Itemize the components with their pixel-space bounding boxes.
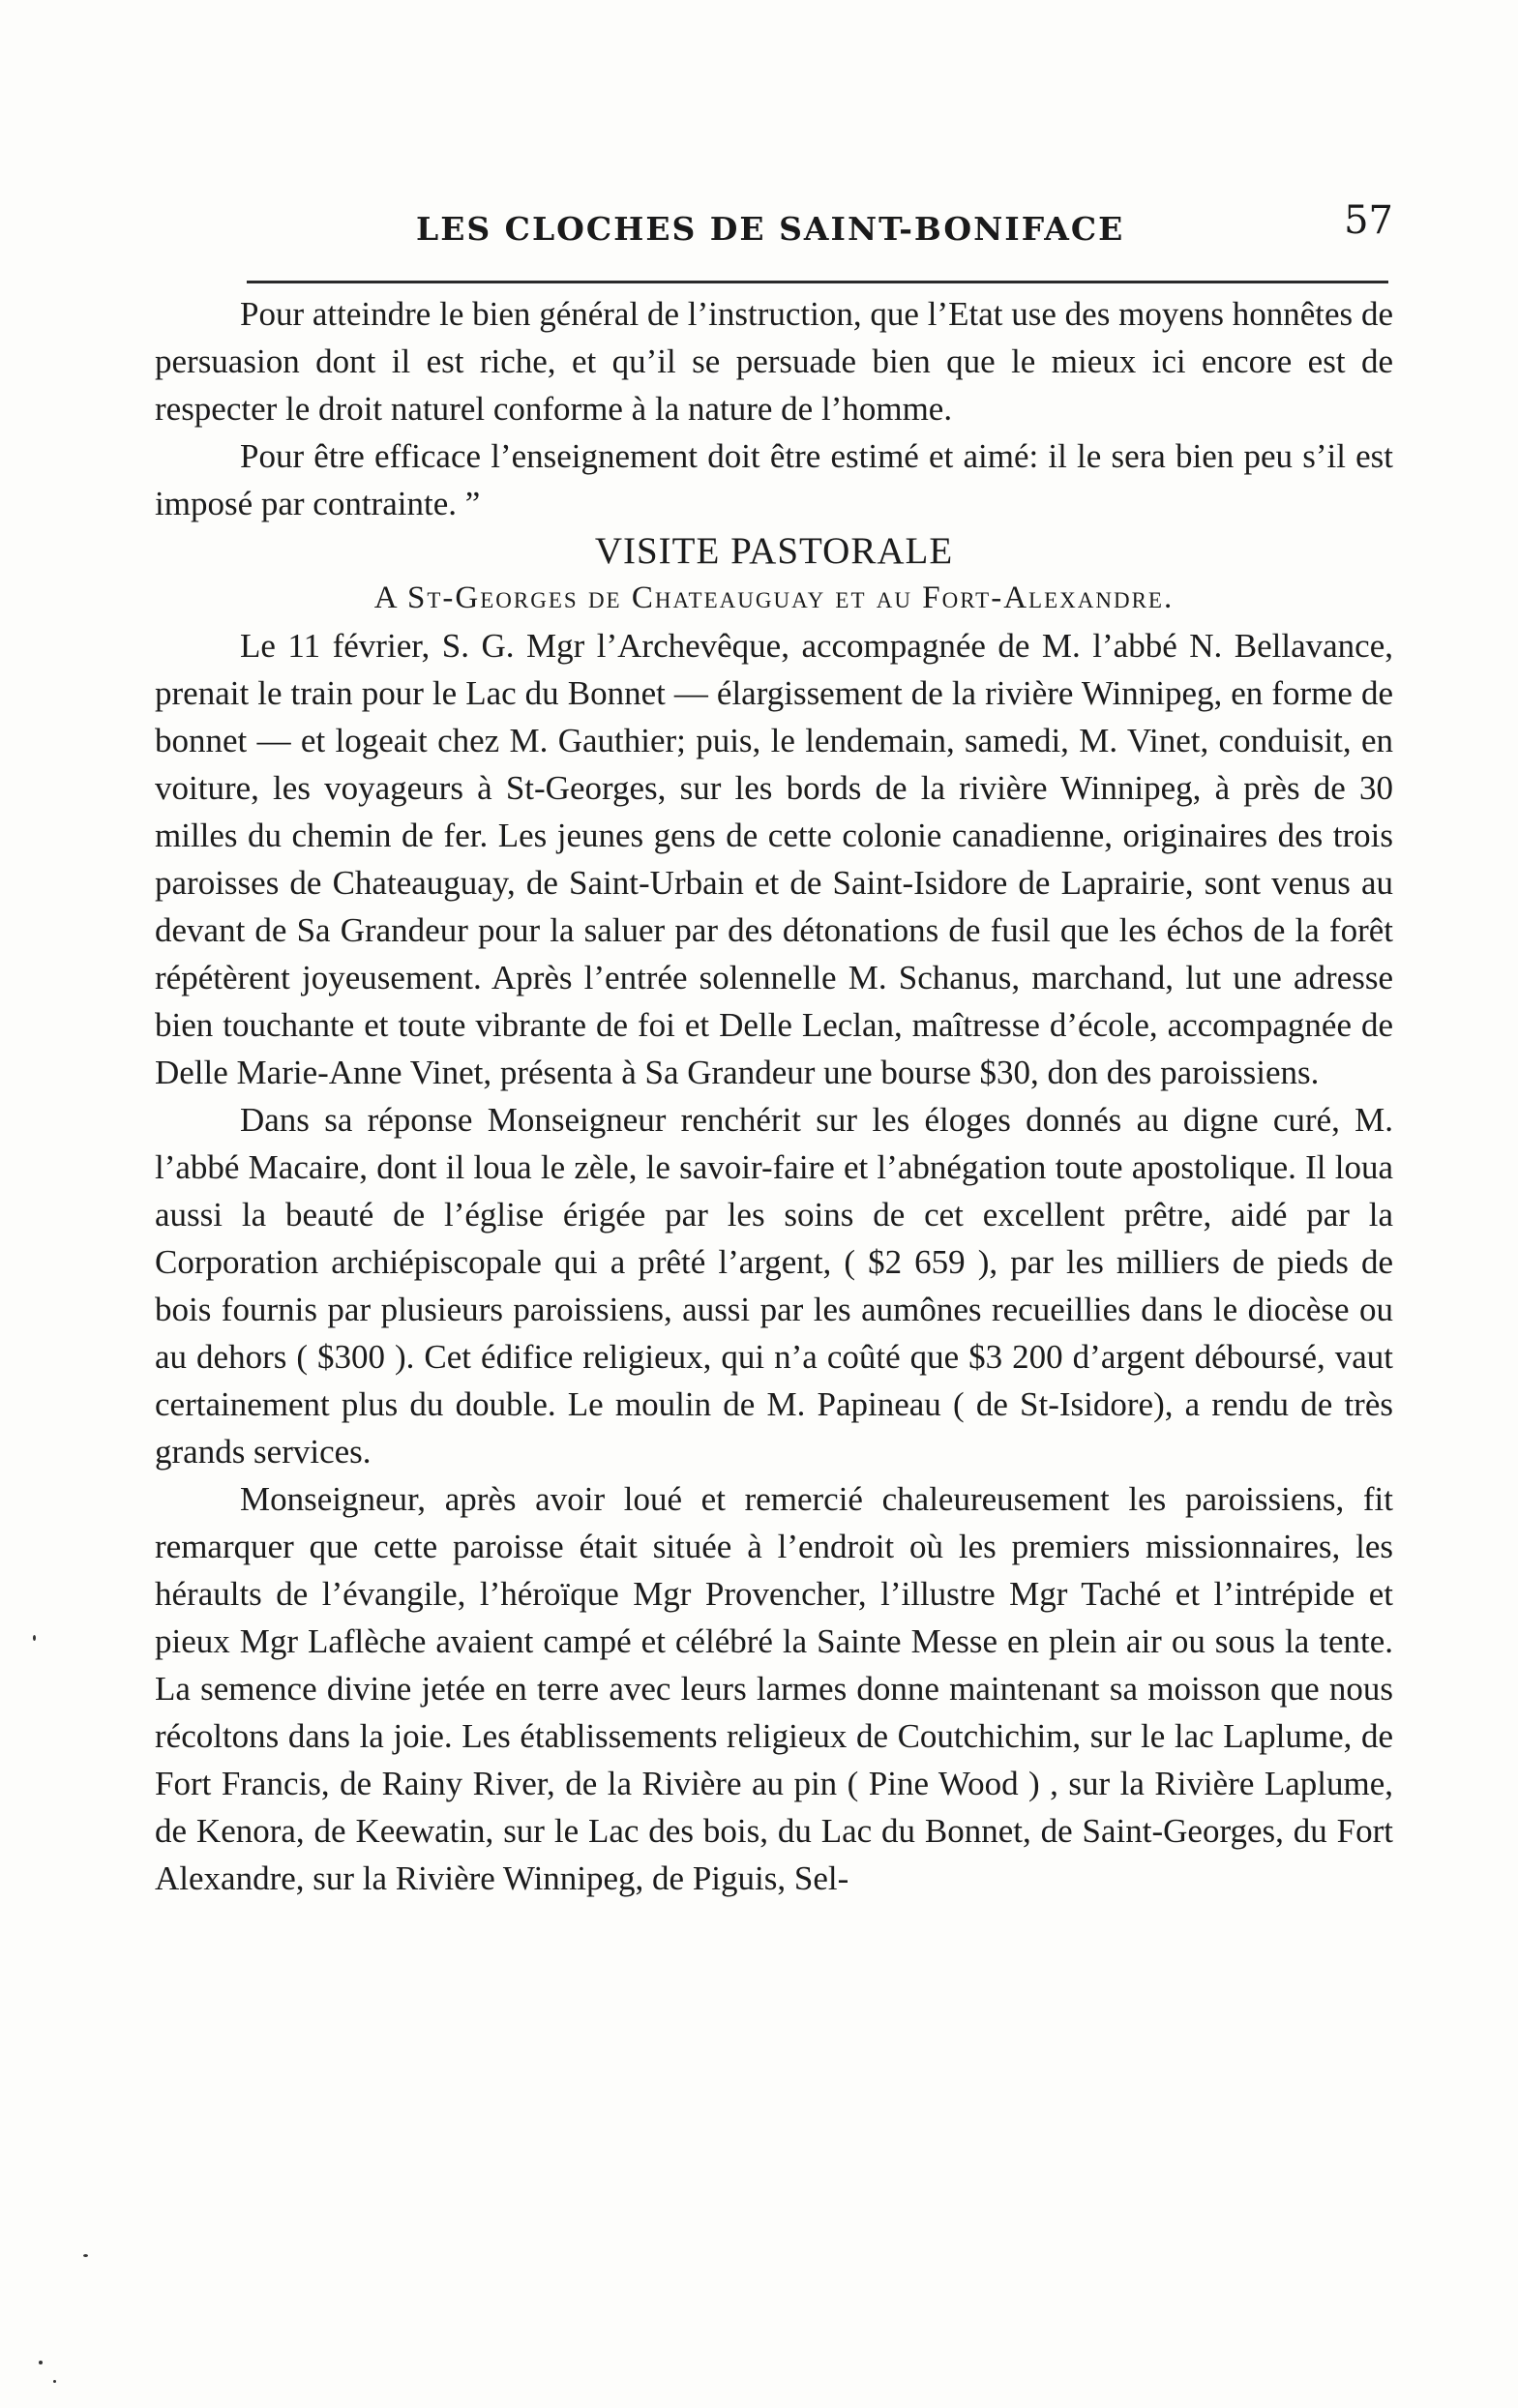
- section-subtitle: A St-Georges de Chateauguay et au Fort-Alexandre.: [373, 580, 1175, 615]
- scan-speck: [83, 2254, 88, 2257]
- scan-speck: [39, 2361, 43, 2364]
- page-number: 57: [1344, 198, 1393, 243]
- paragraph: Monseigneur, après avoir loué et remercié chaleureusement les paroissiens, fit remarquer que cette paroisse était située à l’endroit où les premiers missionnaires, les héraults de l’évangile, l’héroïque Mgr Provencher, l’illustre Mgr Taché et l’intrépide et pieux Mgr Laflèche avaient campé et célébré la Sainte Messe en plein air ou sous la tente. La semence divine jetée en terre avec leurs larmes donne maintenant sa moisson que nous récoltons dans la joie. Les établissements religieux de Coutchichim, sur le lac Laplume, de Fort Francis, de Rainy River, de la Rivière au pin ( Pine Wood ) , sur la Rivière Laplume, de Kenora, de Keewatin, sur le Lac des bois, du Lac du Bonnet, de Saint-Georges, du Fort Alexandre, sur la Rivière Winnipeg, de Piguis, Sel-: [155, 1480, 1393, 1897]
- paragraph: Dans sa réponse Monseigneur renchérit sur les éloges donnés au digne curé, M. l’abbé Macaire, dont il loua le zèle, le savoir-faire et l’abnégation toute apostolique. Il loua aussi la beauté de l’église érigée par les soins de cet excellent prêtre, aidé par la Corporation archiépiscopale qui a prêté l’argent, ( $2 659 ), par les milliers de pieds de bois fournis par plusieurs paroissiens, aussi par les aumônes recueillies dans le diocèse ou au dehors ( $300 ). Cet édifice religieux, qui n’a coûté que $3 200 d’argent déboursé, vaut certainement plus du double. Le moulin de M. Papineau ( de St-Isidore), a rendu de très grands services.: [155, 1101, 1393, 1471]
- scan-speck: [33, 1635, 36, 1641]
- body-text: [155, 290, 1393, 1902]
- paragraph: Le 11 février, S. G. Mgr l’Archevêque, accompagnée de M. l’abbé N. Bellavance, prenait le train pour le Lac du Bonnet — élargissement de la rivière Winnipeg, en forme de bonnet — et logeait chez M. Gauthier; puis, le lendemain, samedi, M. Vinet, conduisit, en voiture, les voyageurs à St-Georges, sur les bords de la rivière Winnipeg, à près de 30 milles du chemin de fer. Les jeunes gens de cette colonie canadienne, originaires des trois paroisses de Chateauguay, de Saint-Urbain et de Saint-Isidore de Laprairie, sont venus au devant de Sa Grandeur pour la saluer par des détonations de fusil que les échos de la forêt répétèrent joyeusement. Après l’entrée solennelle M. Schanus, marchand, lut une adresse bien touchante et toute vibrante de foi et Delle Leclan, maîtresse d’école, accompagnée de Delle Marie-Anne Vinet, présenta à Sa Grandeur une bourse $30, don des paroissiens.: [155, 627, 1393, 1091]
- paragraph: Pour atteindre le bien général de l’instruction, que l’Etat use des moyens honnêtes de persuasion dont il est riche, et qu’il se persuade bien que le mieux ici encore est de respecter le droit naturel conforme à la nature de l’homme.: [155, 295, 1393, 428]
- section-title: VISITE PASTORALE: [594, 530, 954, 572]
- paragraph: Pour être efficace l’enseignement doit être estimé et aimé: il le sera bien peu s’il est imposé par contrainte. ”: [155, 437, 1393, 522]
- page-header: [416, 198, 1393, 256]
- header-rule: [247, 281, 1388, 283]
- running-title: LES CLOCHES DE SAINT-BONIFACE: [416, 210, 1125, 248]
- scan-speck: [53, 2380, 56, 2383]
